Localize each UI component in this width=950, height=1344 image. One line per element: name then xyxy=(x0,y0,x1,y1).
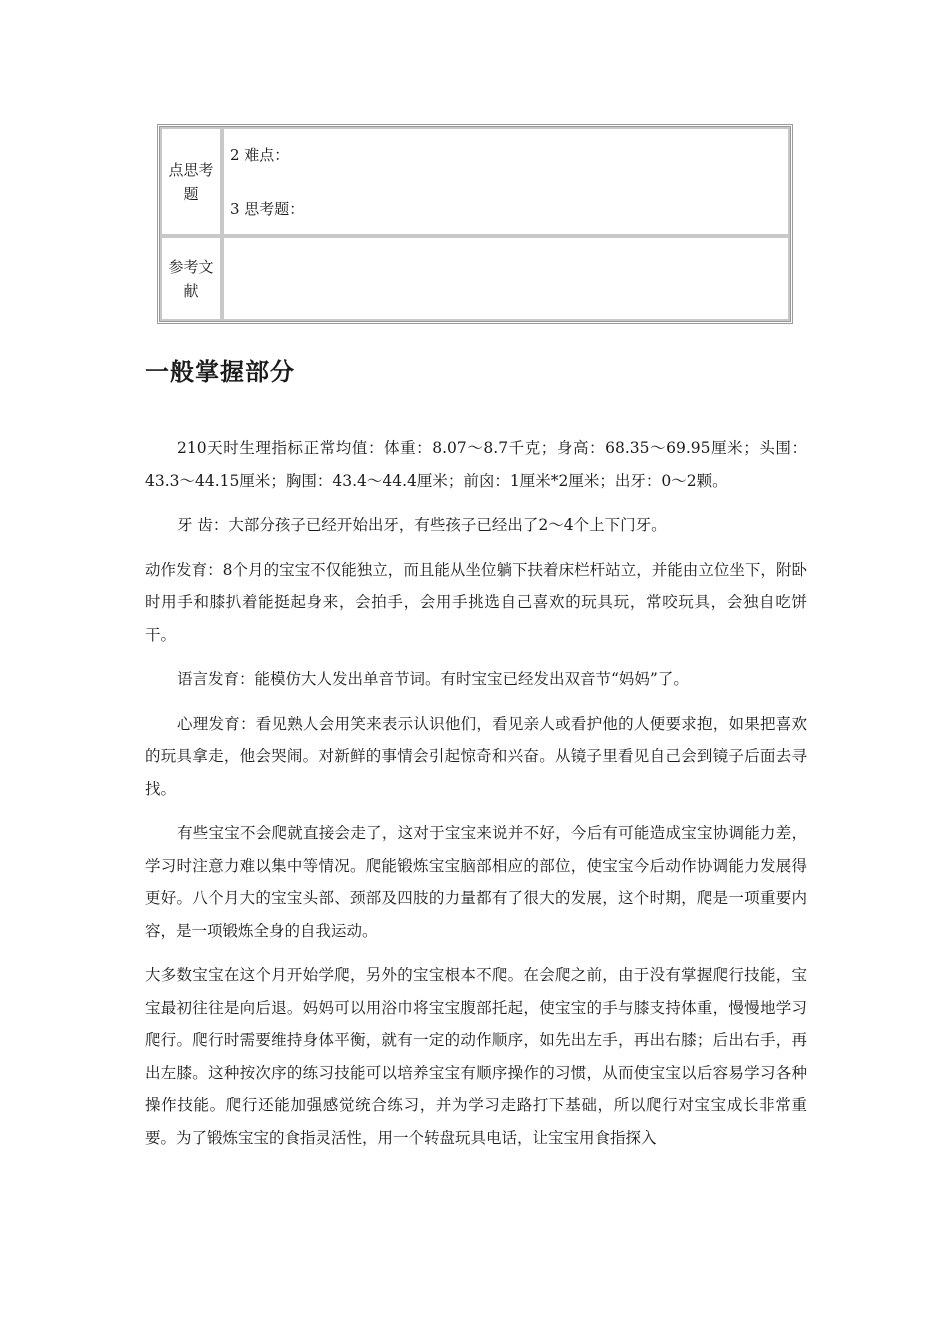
paragraph: 大多数宝宝在这个月开始学爬，另外的宝宝根本不爬。在会爬之前，由于没有掌握爬行技能，宝宝最初往往是向后退。妈妈可以用浴巾将宝宝腹部托起，使宝宝的手与膝支持体重，慢慢地学习爬行。爬行时需要维持身体平衡，就有一定的动作顺序，如先出左手，再出右膝；后出右手，再出左膝。这种按次序的练习技能可以培养宝宝有顺序操作的习惯，从而使宝宝以后容易学习各种操作技能。爬行还能加强感觉统合练习，并为学习走路打下基础，所以爬行对宝宝成长非常重要。为了锻炼宝宝的食指灵活性，用一个转盘玩具电话，让宝宝用食指探入 xyxy=(145,966,807,1147)
paragraph: 心理发育：看见熟人会用笑来表示认识他们，看见亲人或看护他的人便要求抱，如果把喜欢的玩具拿走，他会哭闹。对新鲜的事情会引起惊奇和兴奋。从镜子里看见自己会到镜子后面去寻找。 xyxy=(145,714,807,798)
row-content-references xyxy=(222,236,790,321)
row-content-thinking xyxy=(222,127,790,236)
paragraph: 牙 齿：大部分孩子已经开始出牙，有些孩子已经出了2～4个上下门牙。 xyxy=(177,516,667,534)
paragraph: 有些宝宝不会爬就直接会走了，这对于宝宝来说并不好，今后有可能造成宝宝协调能力差，学习时注意力难以集中等情况。爬能锻炼宝宝脑部相应的部位，使宝宝今后动作协调能力发展得更好。八个月大的宝宝头部、颈部及四肢的力量都有了很大的发展，这个时期，爬是一项重要内容，是一项锻炼全身的自我运动。 xyxy=(145,824,807,940)
table-row xyxy=(160,127,790,236)
paragraph: 动作发育：8个月的宝宝不仅能独立，而且能从坐位躺下扶着床栏杆站立，并能由立位坐下，附卧时用手和膝扒着能挺起身来，会拍手，会用手挑选自己喜欢的玩具玩，常咬玩具，会独自吃饼干。 xyxy=(145,560,807,644)
row-label-thinking: 点思考题 xyxy=(160,127,222,236)
difficulty-line: 2 难点： xyxy=(230,145,290,164)
questions-line: 3 思考题： xyxy=(230,199,305,218)
paragraph: 210天时生理指标正常均值：体重：8.07～8.7千克；身高：68.35～69.95厘米；头围：43.3～44.15厘米；胸围：43.4～44.4厘米；前囟：1厘米*2厘米；出牙：0～2颗。 xyxy=(145,439,807,490)
lesson-table xyxy=(157,124,793,324)
paragraph: 语言发育：能模仿大人发出单音节词。有时宝宝已经发出双音节“妈妈”了。 xyxy=(177,670,689,688)
row-label-references: 参考文献 xyxy=(160,236,222,321)
table-row xyxy=(160,236,790,321)
section-title: 一般掌握部分 xyxy=(145,357,295,386)
body-text xyxy=(145,432,807,1166)
